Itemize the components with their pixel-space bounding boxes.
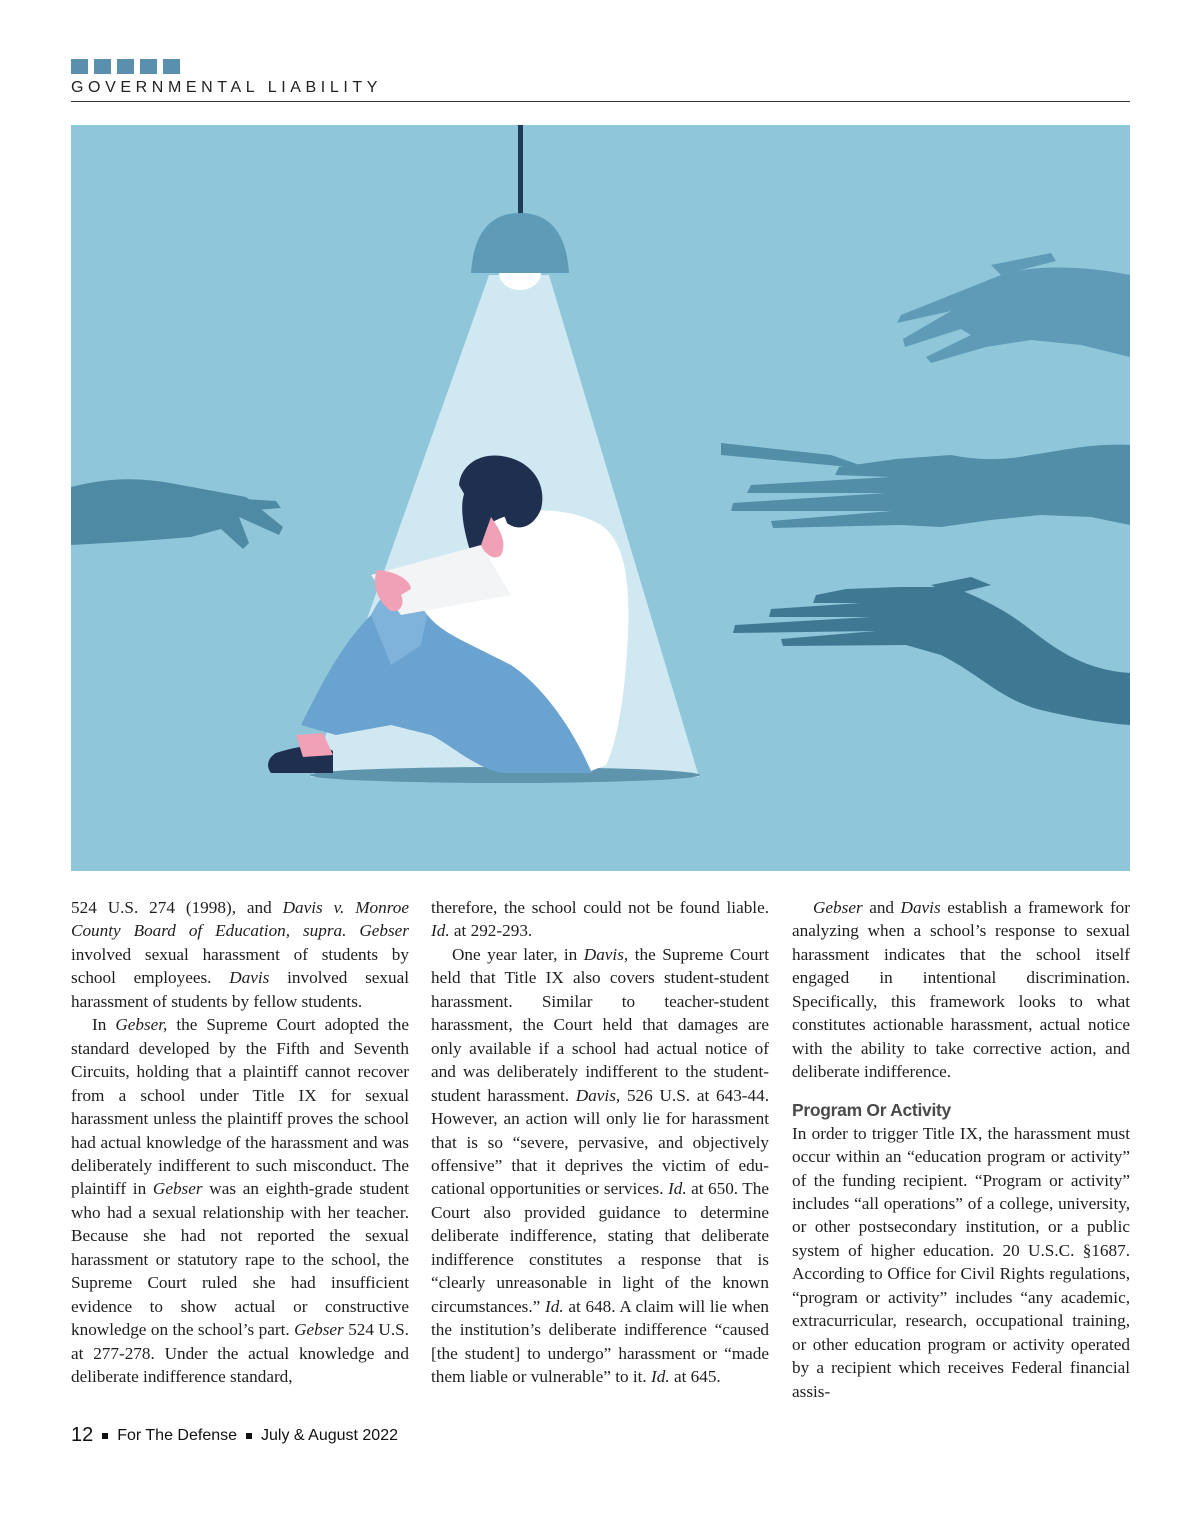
page-footer [71, 1424, 398, 1447]
page-number: 12 [71, 1424, 94, 1446]
article-column-3 [792, 896, 1130, 1403]
sad-girl-under-lamp-with-reaching-hands-illustration [71, 125, 1130, 871]
marker-square [71, 59, 88, 74]
paragraph: Gebser and Davis establish a framework for analyzing when a school’s response to sexual harassment indicates that the school itself engaged in intentional discrimination. Specifically, this framework looks to what constitutes actionable harassment, actual notice with the ability to take corrective action, and deliberate indifference. [792, 898, 1130, 1082]
reaching-hand-bottom-right [733, 577, 1130, 725]
marker-square [140, 59, 157, 74]
reaching-hand-middle-right [721, 443, 1130, 528]
article-column-2 [431, 896, 769, 1389]
header-rule [71, 101, 1130, 102]
lamp-cord [518, 125, 523, 217]
paragraph: One year later, in Davis, the Supreme Court held that Title IX also covers student-student harassment. Similar to teacher-student harassment, the Court held that damages are only available if a school had actual notice of and was deliberately indifferent to the student-student harassment. Davis, 526 U.S. at 643-44. However, an action will only lie for harassment that is so “severe, pervasive, and objectively offensive” that it deprives the victim of educational opportunities or services. Id. at 650. The Court also provided guidance to determine deliberate indifference, stating that deliberate indifference constitutes a response that is “clearly unreasonable in light of the known circumstances.” Id. at 648. A claim will lie when the institution’s deliberate indifference “caused [the student] to undergo” harassment or “made them liable or vulnerable” to it. Id. at 645. [431, 944, 770, 1387]
issue-date: July & August 2022 [261, 1426, 398, 1444]
section-title: GOVERNMENTAL LIABILITY [71, 79, 383, 96]
marker-square [94, 59, 111, 74]
article-column-1 [71, 896, 409, 1389]
lamp-shade [471, 213, 569, 273]
article-illustration [71, 125, 1130, 871]
marker-square [163, 59, 180, 74]
section-heading: Program Or Activity [792, 1099, 951, 1120]
publication-name: For The Defense [117, 1426, 238, 1444]
marker-square [117, 59, 134, 74]
footer-bullet [246, 1433, 252, 1439]
paragraph: In order to trigger Title IX, the harassment must occur within an “education program or activity” of the funding recipient. “Program or activity” includes “all operations” of a college, university, or other postsecondary institution, or a public system of higher education. 20 U.S.C. §1687. According to Office for Civil Rights regulations, “program or activity” includes “any academic, extracurricular, research, occupational training, or other education program or activity operated by a recipient which receives Federal financial assis- [792, 1123, 1130, 1401]
section-marker-squares [71, 59, 180, 74]
paragraph: In Gebser, the Supreme Court adopted the standard developed by the Fifth and Seventh Circuits, holding that a plaintiff cannot recover from a school under Title IX for sexual harassment unless the plaintiff proves the school had actual knowledge of the harassment and was deliberately indifferent to such misconduct. The plaintiff in Gebser was an eighth-grade student who had a sexual relationship with her teacher. Because she had not reported the sexual harassment or statutory rape to the school, the Supreme Court ruled she had insufficient evidence to show actual or constructive knowledge on the school’s part. Gebser 524 U.S. at 277-278. Under the actual knowledge and deliberate indifference standard, [71, 1015, 409, 1387]
reaching-hand-top-right [897, 253, 1130, 363]
footer-bullet [102, 1433, 108, 1439]
reaching-hand-left [71, 479, 283, 549]
paragraph: 524 U.S. 274 (1998), and Davis v. Monroe County Board of Education, supra. Gebser involved sexual harassment of students by school employees. Davis involved sexual harassment of students by fellow students. [71, 898, 409, 1011]
paragraph: therefore, the school could not be found liable. Id. at 292-293. [431, 898, 769, 941]
